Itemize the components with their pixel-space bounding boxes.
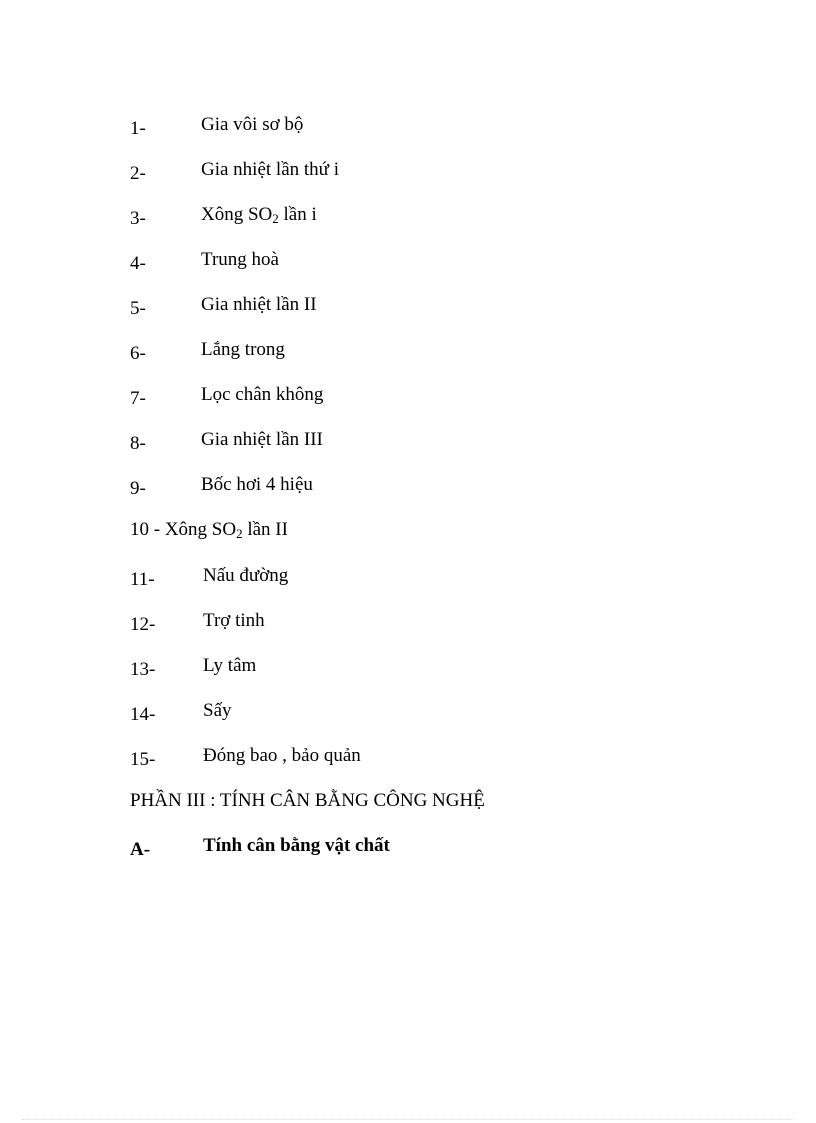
list-item-number: 8- [130,433,146,454]
list-item-text: Ly tâm [203,655,257,676]
list-item-number: 2- [130,163,146,184]
list-item-text: Đóng bao , bảo quản [203,745,361,766]
list-item-text: Trung hoà [201,249,279,270]
subscript: 2 [272,211,279,226]
list-item-text: Sấy [203,700,232,721]
list-item-text [130,515,288,545]
list-item-text: Lắng trong [201,339,285,360]
list-item-number: 14- [130,704,156,725]
list-item-text [201,200,317,230]
list-item-number: 13- [130,659,156,680]
section-heading-text: PHẦN III : TÍNH CÂN BẰNG CÔNG NGHỆ [130,790,485,811]
subsection-number: A- [130,839,151,860]
page-bottom-divider [22,1119,794,1120]
list-item-number: 9- [130,478,146,499]
list-item-text: Nấu đường [203,565,289,586]
list-item-text: Gia nhiệt lần III [201,429,323,450]
list-item-number: 15- [130,749,156,770]
text-part: 10 - Xông SO [130,519,237,540]
list-item-text: Lọc chân không [201,384,324,405]
list-item-text: Bốc hơi 4 hiệu [201,474,313,495]
list-item-number: 6- [130,343,146,364]
subsection-title: Tính cân bằng vật chất [203,835,390,856]
list-item-text: Gia nhiệt lần thứ i [201,159,339,180]
list-item-number: 4- [130,253,146,274]
list-item-text: Gia vôi sơ bộ [201,114,304,135]
list-item-number: 1- [130,118,146,139]
text-part: lần II [242,519,288,540]
list-item-number: 11- [130,569,155,590]
subscript: 2 [236,526,243,541]
list-item-text: Gia nhiệt lần II [201,294,317,315]
list-item-number: 5- [130,298,146,319]
text-part: lần i [278,204,317,225]
list-item-text: Trợ tinh [203,610,265,631]
text-part: Xông SO [201,204,273,225]
list-item-number: 12- [130,614,156,635]
list-item-number: 7- [130,388,146,409]
list-item-number: 3- [130,208,146,229]
